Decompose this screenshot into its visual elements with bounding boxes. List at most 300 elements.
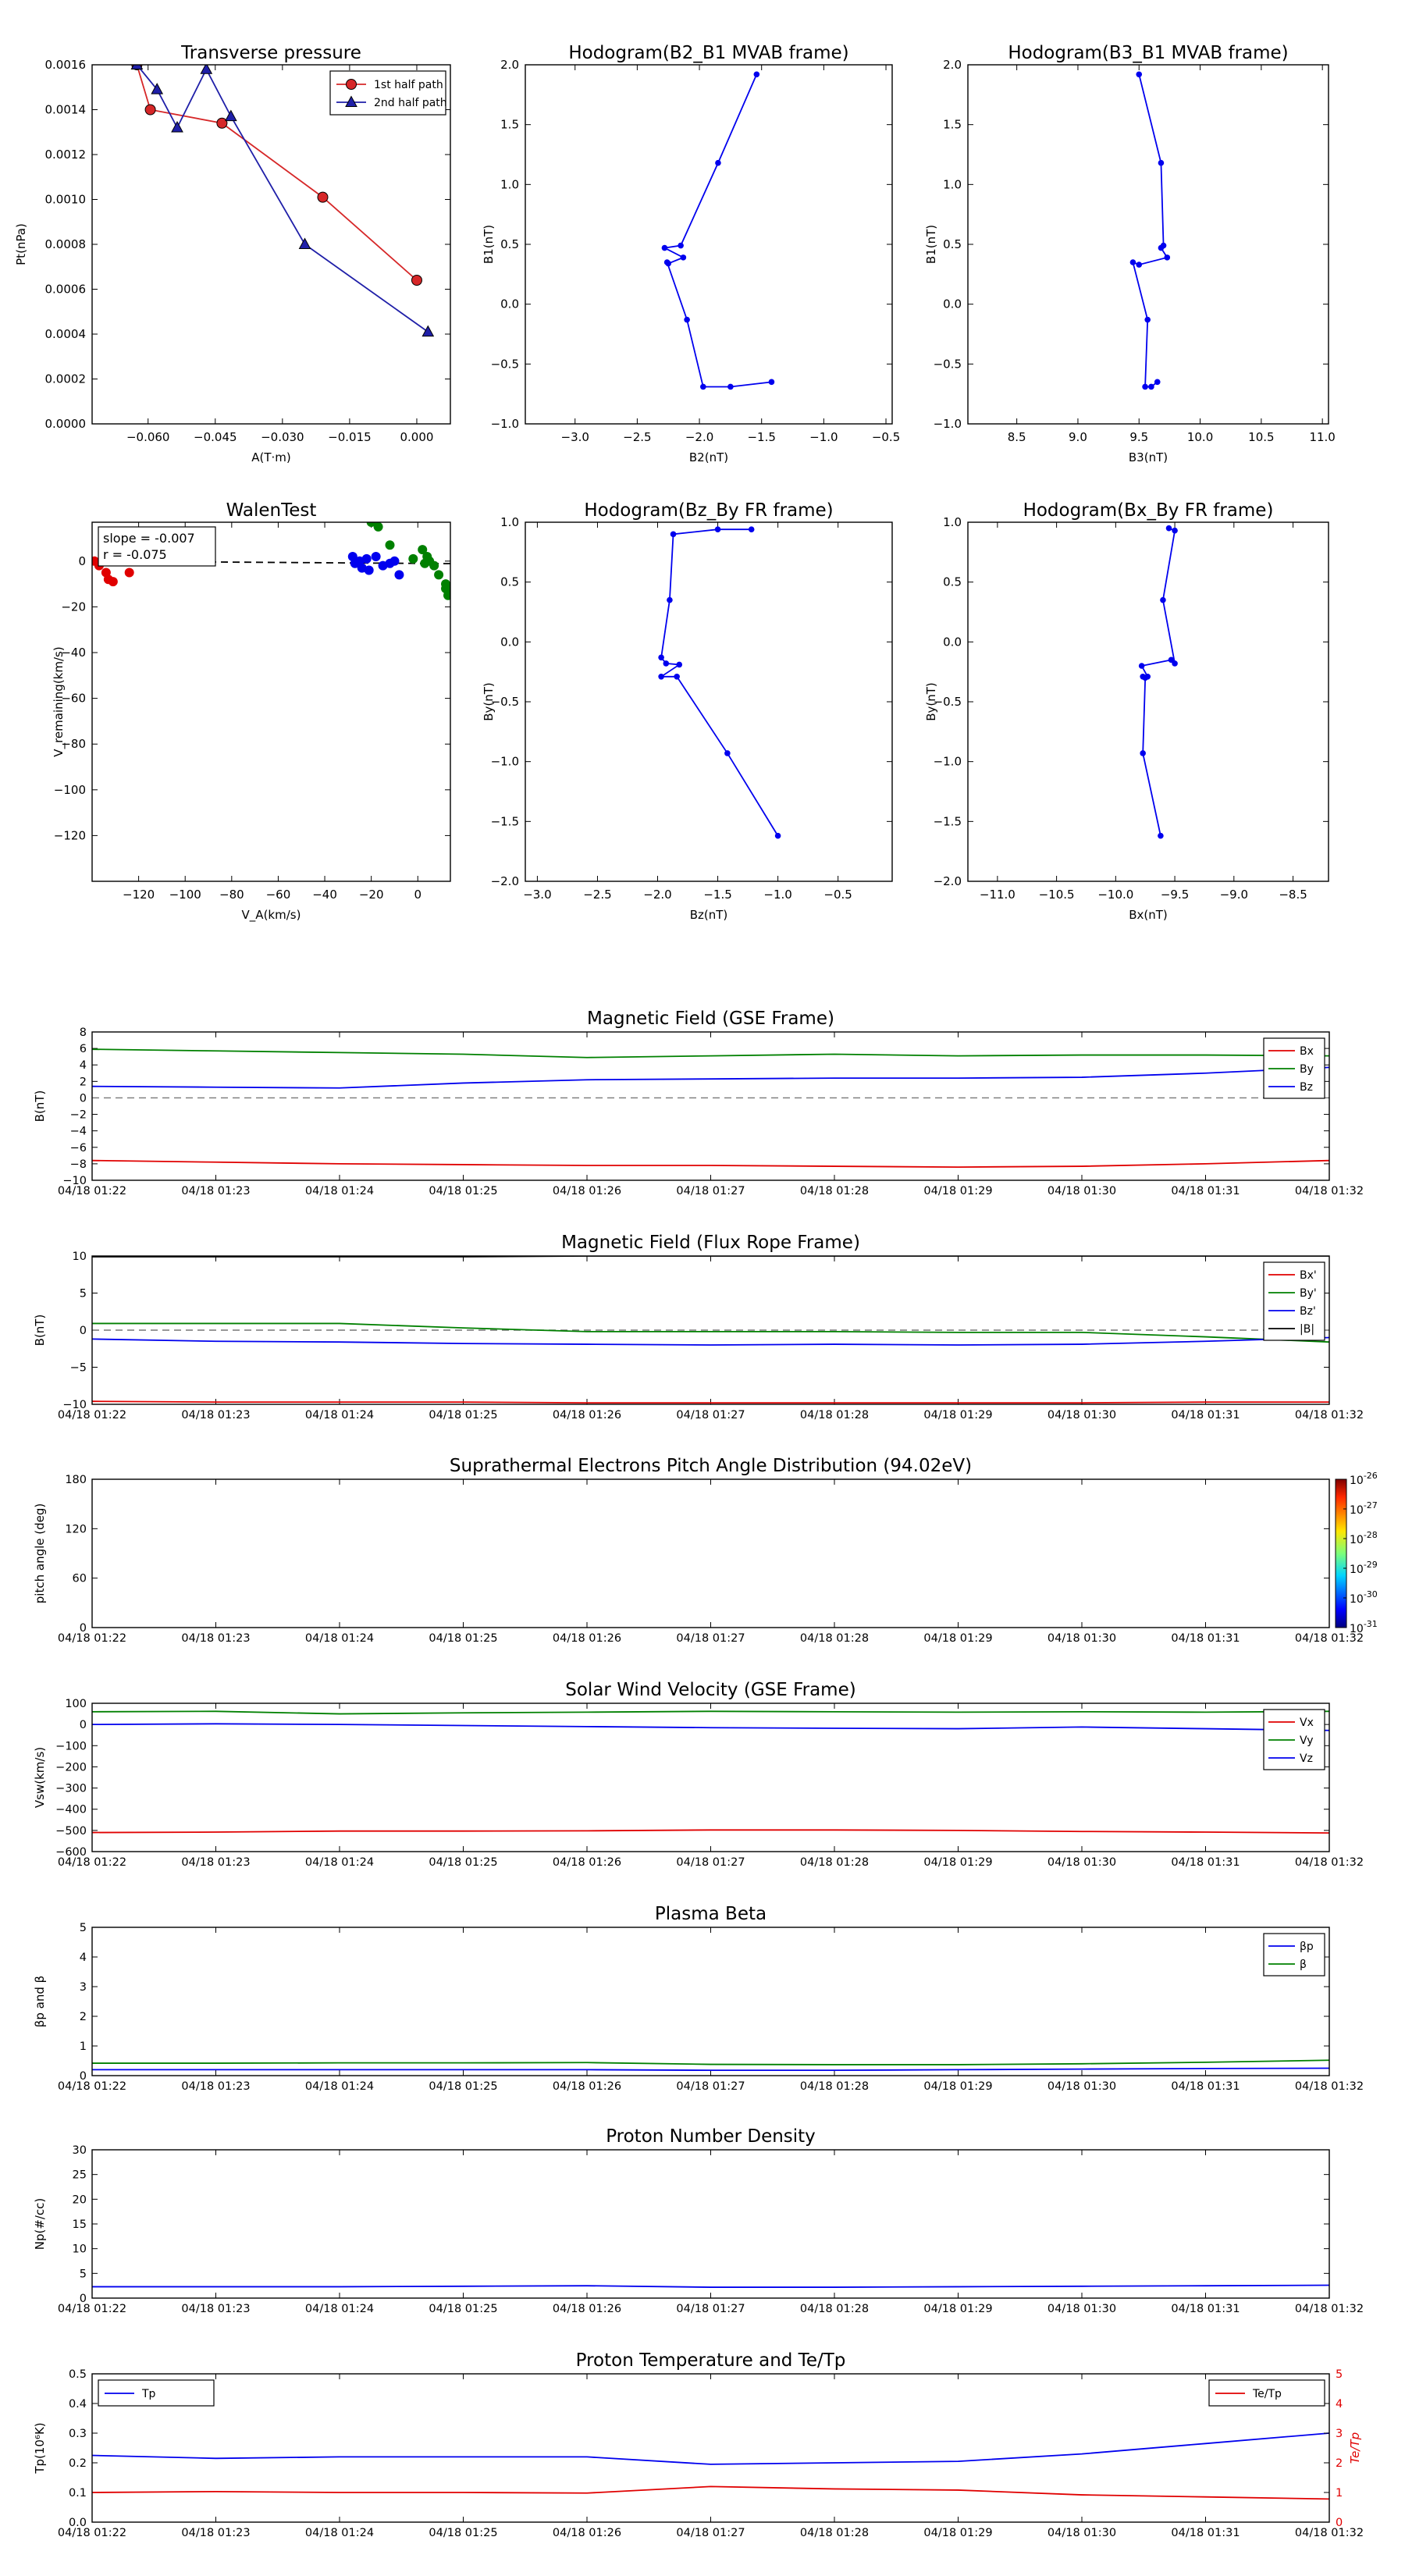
- plot-area: [92, 2433, 1329, 2499]
- chart-title: Hodogram(Bz_By FR frame): [584, 500, 834, 521]
- data-point: [226, 111, 237, 121]
- x-tick-label: 04/18 01:26: [552, 1409, 622, 1421]
- legend-label: Vx: [1300, 1717, 1314, 1729]
- plot-area: [92, 2286, 1329, 2288]
- legend-label: Tp: [142, 2388, 156, 2400]
- data-point: [422, 326, 433, 336]
- y-tick-label: −5: [69, 1361, 87, 1375]
- x-axis-label: V_A(km/s): [241, 908, 301, 922]
- y2-tick-label: 0: [1336, 2517, 1343, 2529]
- data-point: [394, 570, 404, 579]
- y-axis-label: By(nT): [924, 682, 938, 721]
- data-point: [676, 662, 682, 668]
- plot-area: [92, 1711, 1329, 1833]
- y-tick-label: −8: [69, 1158, 87, 1171]
- x-tick-label: 04/18 01:23: [181, 2303, 251, 2315]
- x-tick-label: −80: [219, 888, 244, 902]
- y-tick-label: −1.0: [933, 754, 962, 769]
- y-axis-label: B1(nT): [482, 224, 496, 265]
- chart-plasma-beta: [33, 1904, 1364, 2093]
- legend-label: Bz': [1300, 1305, 1316, 1318]
- x-tick-label: −2.0: [643, 888, 672, 902]
- data-point: [217, 118, 227, 128]
- x-tick-label: 04/18 01:30: [1047, 1185, 1117, 1197]
- data-point: [1140, 750, 1146, 756]
- legend-label: β: [1300, 1959, 1307, 1971]
- y-tick-label: 1.5: [943, 117, 962, 132]
- x-tick-label: −0.015: [328, 430, 372, 444]
- data-point: [658, 674, 664, 680]
- x-tick-label: −1.5: [747, 430, 776, 444]
- y-tick-label: −0.5: [933, 357, 962, 372]
- y-tick-label: 2.0: [500, 58, 519, 72]
- series-line: [92, 1161, 1329, 1167]
- y-tick-label: 25: [72, 2169, 87, 2182]
- x-tick-label: 04/18 01:22: [57, 1409, 127, 1421]
- plot-area: [92, 2060, 1329, 2070]
- data-point: [674, 674, 680, 680]
- y2-tick-label: 5: [1336, 2368, 1343, 2381]
- chart-title: Hodogram(Bx_By FR frame): [1023, 500, 1274, 521]
- series-line: [92, 1338, 1329, 1346]
- y-tick-label: −1.5: [490, 814, 519, 829]
- y-tick-label: 0: [79, 2293, 87, 2305]
- x-tick-label: 04/18 01:22: [57, 2303, 127, 2315]
- y-tick-label: 0: [79, 1092, 87, 1105]
- x-tick-label: 04/18 01:29: [923, 2527, 993, 2539]
- y-tick-label: −40: [61, 646, 86, 660]
- x-tick-label: 04/18 01:27: [676, 2080, 745, 2093]
- x-tick-label: 04/18 01:30: [1047, 2080, 1117, 2093]
- y-tick-label: −200: [55, 1761, 87, 1774]
- x-tick-label: 04/18 01:28: [799, 1409, 870, 1421]
- x-tick-label: 04/18 01:27: [676, 1856, 745, 1869]
- chart-solar-wind-velocity: [33, 1680, 1364, 1869]
- axes-frame: [525, 522, 892, 881]
- legend-label: |B|: [1300, 1323, 1315, 1336]
- y-tick-label: −100: [53, 782, 86, 797]
- y-tick-label: −1.0: [490, 417, 519, 431]
- x-tick-label: 04/18 01:29: [923, 2080, 993, 2093]
- chart-title: Hodogram(B3_B1 MVAB frame): [1008, 43, 1289, 63]
- series-line: [1142, 528, 1175, 836]
- x-tick-label: −10.5: [1038, 888, 1075, 902]
- data-point: [389, 557, 399, 566]
- y-tick-label: −120: [53, 828, 86, 843]
- x-tick-label: −1.5: [703, 888, 732, 902]
- x-tick-label: 04/18 01:26: [552, 2527, 622, 2539]
- x-tick-label: 04/18 01:26: [552, 1185, 622, 1197]
- y-tick-label: 0.5: [500, 237, 519, 251]
- x-tick-label: −60: [265, 888, 291, 902]
- data-point: [724, 750, 731, 756]
- y2-tick-label: 4: [1336, 2398, 1343, 2411]
- y-tick-label: 30: [72, 2144, 87, 2157]
- x-tick-label: −2.5: [583, 888, 612, 902]
- x-tick-label: 04/18 01:25: [429, 1185, 498, 1197]
- data-point: [443, 591, 453, 600]
- series-line: [664, 74, 771, 386]
- x-tick-label: −0.5: [871, 430, 901, 444]
- chart-proton-temperature: [33, 2350, 1364, 2539]
- y-tick-label: 0.0016: [44, 58, 86, 72]
- y-tick-label: 8: [79, 1026, 87, 1039]
- data-point: [754, 71, 760, 77]
- x-tick-label: 04/18 01:28: [799, 2527, 870, 2539]
- x-tick-label: 04/18 01:24: [304, 2303, 375, 2315]
- y-tick-label: 0: [79, 2070, 87, 2083]
- y2-tick-label: 2: [1336, 2457, 1343, 2470]
- y-tick-label: −2: [69, 1108, 87, 1122]
- data-point: [1158, 833, 1164, 839]
- y-axis-label: B(nT): [33, 1090, 47, 1123]
- legend-label: Bx': [1300, 1269, 1317, 1282]
- data-point: [108, 577, 118, 586]
- annotation-text: r = -0.075: [103, 547, 167, 562]
- x-tick-label: 04/18 01:23: [181, 1409, 251, 1421]
- y-tick-label: 0.0: [500, 635, 519, 649]
- y-tick-label: 180: [65, 1474, 87, 1486]
- colorbar-label: $10^{-27}$: [1350, 1500, 1378, 1517]
- axes-frame: [968, 522, 1329, 881]
- legend-label: Vy: [1300, 1735, 1314, 1747]
- y-tick-label: 0.0002: [44, 372, 86, 386]
- data-point: [318, 192, 328, 202]
- x-tick-label: −1.0: [809, 430, 838, 444]
- data-point: [1172, 528, 1178, 534]
- x-axis-label: B2(nT): [688, 450, 729, 464]
- y-tick-label: 1.0: [943, 515, 962, 529]
- x-tick-label: 04/18 01:32: [1294, 2303, 1364, 2315]
- data-point: [1139, 663, 1145, 669]
- y-tick-label: 0.5: [68, 2368, 87, 2381]
- x-tick-label: 04/18 01:29: [923, 1185, 993, 1197]
- x-tick-label: 04/18 01:24: [304, 1409, 375, 1421]
- x-tick-label: −120: [123, 888, 155, 902]
- x-tick-label: 04/18 01:24: [304, 1856, 375, 1869]
- data-point: [125, 568, 134, 577]
- x-tick-label: 04/18 01:25: [429, 1409, 498, 1421]
- y-tick-label: −6: [69, 1141, 87, 1155]
- y-tick-label: −100: [55, 1740, 87, 1753]
- data-point: [145, 105, 155, 115]
- axes-frame: [92, 65, 450, 424]
- data-point: [1158, 245, 1165, 251]
- chart-magnetic-field-fr: [33, 1233, 1364, 1421]
- legend-label: Vz: [1300, 1752, 1313, 1765]
- y-tick-label: 2: [79, 2011, 87, 2023]
- data-point: [681, 254, 687, 261]
- series-line: [92, 2286, 1329, 2288]
- x-tick-label: 04/18 01:29: [923, 1632, 993, 1645]
- x-axis-label: Bz(nT): [689, 908, 728, 922]
- legend-box: [1264, 1934, 1325, 1976]
- y-tick-label: 0.0008: [44, 237, 86, 251]
- y-tick-label: −300: [55, 1782, 87, 1795]
- y-tick-label: −60: [61, 691, 86, 706]
- y-tick-label: 0.0006: [44, 282, 86, 297]
- y-tick-label: 1.0: [500, 515, 519, 529]
- series-line: [92, 1049, 1329, 1058]
- x-tick-label: 04/18 01:31: [1171, 2527, 1240, 2539]
- x-tick-label: 0: [414, 888, 422, 902]
- y-tick-label: 10: [72, 2243, 87, 2256]
- data-point: [662, 245, 668, 251]
- x-tick-label: 9.0: [1069, 430, 1087, 444]
- data-point: [663, 660, 669, 667]
- y-axis-label: B(nT): [33, 1314, 47, 1347]
- data-point: [434, 570, 443, 579]
- x-tick-label: 04/18 01:22: [57, 2527, 127, 2539]
- x-tick-label: 04/18 01:30: [1047, 2303, 1117, 2315]
- x-tick-label: 8.5: [1007, 430, 1026, 444]
- y-tick-label: −500: [55, 1824, 87, 1838]
- y-tick-label: 0.4: [68, 2398, 87, 2411]
- x-tick-label: 04/18 01:32: [1294, 1185, 1364, 1197]
- y-tick-label: 2: [79, 1076, 87, 1089]
- y-tick-label: 5: [79, 1922, 87, 1934]
- x-tick-label: 04/18 01:22: [57, 1632, 127, 1645]
- y-tick-label: 0: [78, 553, 86, 568]
- data-point: [1148, 384, 1154, 390]
- chart-title: WalenTest: [226, 500, 317, 521]
- x-axis-label: Bx(nT): [1129, 908, 1168, 922]
- x-tick-label: −9.0: [1219, 888, 1249, 902]
- data-point: [1168, 657, 1175, 664]
- x-tick-label: 04/18 01:24: [304, 1632, 375, 1645]
- legend-label: By: [1300, 1063, 1314, 1076]
- y-tick-label: 20: [72, 2194, 87, 2207]
- y-tick-label: 0: [79, 1325, 87, 1337]
- x-tick-label: −9.5: [1160, 888, 1190, 902]
- data-point: [749, 526, 755, 532]
- x-tick-label: −3.0: [560, 430, 589, 444]
- y-axis-label: V_remaining(km/s): [52, 646, 66, 757]
- y-axis-label: pitch angle (deg): [33, 1503, 47, 1604]
- y-tick-label: 0.0014: [44, 102, 86, 117]
- data-point: [1158, 160, 1165, 166]
- data-point: [300, 239, 311, 249]
- y-tick-label: −1.0: [490, 754, 519, 769]
- x-tick-label: 04/18 01:30: [1047, 1409, 1117, 1421]
- x-tick-label: 04/18 01:28: [799, 1632, 870, 1645]
- series-line: [92, 1067, 1329, 1087]
- data-point: [769, 379, 775, 386]
- x-tick-label: −11.0: [979, 888, 1016, 902]
- x-tick-label: −2.5: [623, 430, 652, 444]
- x-tick-label: 04/18 01:32: [1294, 2080, 1364, 2093]
- chart-transverse-pressure: [14, 43, 450, 464]
- annotation-text: slope = -0.007: [103, 531, 195, 546]
- data-point: [1160, 597, 1166, 603]
- y-tick-label: 3: [79, 1981, 87, 1994]
- x-tick-label: 11.0: [1309, 430, 1336, 444]
- data-point: [372, 552, 381, 561]
- data-point: [365, 566, 374, 575]
- legend-label: βp: [1300, 1941, 1314, 1953]
- data-point: [715, 160, 721, 166]
- y-tick-label: 0.0012: [44, 148, 86, 162]
- data-point: [667, 597, 673, 603]
- chart-title: Transverse pressure: [181, 43, 361, 63]
- y-tick-label: 4: [79, 1059, 87, 1073]
- x-tick-label: 0.000: [400, 430, 434, 444]
- data-point: [715, 526, 721, 532]
- x-tick-label: −100: [169, 888, 201, 902]
- y-tick-label: 10: [72, 1251, 87, 1263]
- x-tick-label: 04/18 01:25: [429, 2080, 498, 2093]
- y-tick-label: 0.5: [943, 575, 962, 589]
- x-tick-label: 04/18 01:29: [923, 1409, 993, 1421]
- data-point: [658, 654, 664, 660]
- plot-area: [662, 71, 775, 390]
- chart-title: Plasma Beta: [654, 1904, 767, 1924]
- y-tick-label: −2.0: [933, 874, 962, 888]
- x-tick-label: −3.0: [523, 888, 552, 902]
- data-point: [1142, 384, 1148, 390]
- data-point: [362, 554, 372, 564]
- data-point: [374, 522, 383, 532]
- data-point: [670, 532, 677, 538]
- x-tick-label: 04/18 01:30: [1047, 1632, 1117, 1645]
- y-tick-label: 0.0: [500, 297, 519, 311]
- y-tick-label: −0.5: [933, 695, 962, 709]
- data-point: [1154, 379, 1161, 386]
- y-tick-label: 0.0: [68, 2517, 87, 2529]
- y-tick-label: 120: [65, 1523, 87, 1536]
- y-tick-label: 60: [72, 1572, 87, 1585]
- series-line: [92, 1830, 1329, 1833]
- x-tick-label: −8.5: [1279, 888, 1307, 902]
- x-tick-label: 04/18 01:25: [429, 1632, 498, 1645]
- x-tick-label: −0.045: [194, 430, 237, 444]
- y-axis-label: Vsw(km/s): [33, 1746, 47, 1809]
- legend-label: 2nd half path: [374, 97, 447, 109]
- data-point: [386, 540, 395, 550]
- y-tick-label: 1.0: [500, 177, 519, 192]
- y-tick-label: 100: [65, 1698, 87, 1710]
- series-line: [92, 1724, 1329, 1730]
- data-point: [1136, 71, 1142, 77]
- data-point: [420, 559, 429, 568]
- y-tick-label: −20: [61, 600, 86, 614]
- y-axis-label: Np(#/cc): [33, 2197, 47, 2250]
- legend-label: 1st half path: [374, 79, 443, 91]
- y2-tick-label: 1: [1336, 2487, 1343, 2500]
- y-tick-label: −10: [62, 1175, 87, 1187]
- chart-title: Suprathermal Electrons Pitch Angle Distribution (94.02eV): [449, 1456, 973, 1476]
- legend-label: Bx: [1300, 1045, 1314, 1058]
- x-tick-label: 04/18 01:23: [181, 1856, 251, 1869]
- data-point: [727, 384, 734, 390]
- chart-magnetic-field-gse: [33, 1009, 1364, 1197]
- x-tick-label: 04/18 01:25: [429, 1856, 498, 1869]
- y-tick-label: −4: [69, 1125, 87, 1138]
- series-line: [1133, 74, 1167, 386]
- x-tick-label: 04/18 01:30: [1047, 1856, 1117, 1869]
- data-point: [1164, 254, 1170, 261]
- x-tick-label: 04/18 01:31: [1171, 1409, 1240, 1421]
- data-point: [411, 276, 422, 286]
- y-tick-label: 0.1: [68, 2487, 87, 2500]
- axes-frame: [968, 65, 1329, 424]
- x-tick-label: −1.0: [763, 888, 792, 902]
- data-point: [429, 561, 439, 571]
- x-tick-label: 04/18 01:27: [676, 2527, 745, 2539]
- y-tick-label: 1.5: [500, 117, 519, 132]
- legend-marker: [347, 80, 357, 90]
- x-tick-label: 04/18 01:24: [304, 1185, 375, 1197]
- chart-suprathermal-electrons: [33, 1456, 1378, 1645]
- data-point: [1166, 525, 1172, 532]
- x-tick-label: −2.0: [685, 430, 714, 444]
- y-axis-label: Pt(nPa): [14, 223, 28, 265]
- chart-title: Magnetic Field (Flux Rope Frame): [561, 1233, 860, 1253]
- data-point: [1142, 675, 1148, 681]
- chart-hodogram-bz-by: [482, 500, 892, 922]
- data-point: [1130, 259, 1136, 265]
- x-tick-label: 04/18 01:23: [181, 2527, 251, 2539]
- y-tick-label: 0.5: [943, 237, 962, 251]
- x-axis-label: B3(nT): [1128, 450, 1168, 464]
- data-point: [1136, 262, 1142, 268]
- series-line: [92, 2069, 1329, 2071]
- x-tick-label: −0.060: [126, 430, 170, 444]
- series-line: [92, 1711, 1329, 1713]
- plot-area: [658, 526, 781, 838]
- data-point: [131, 59, 142, 69]
- y-tick-label: −80: [61, 737, 86, 752]
- x-tick-label: 04/18 01:24: [304, 2080, 375, 2093]
- x-tick-label: 04/18 01:26: [552, 2080, 622, 2093]
- x-tick-label: 04/18 01:26: [552, 1856, 622, 1869]
- y2-axis-label: Te/Tp: [1348, 2432, 1362, 2464]
- x-tick-label: −40: [312, 888, 337, 902]
- plot-area: [92, 1049, 1329, 1167]
- y-tick-label: −1.5: [933, 814, 962, 829]
- y-tick-label: −2.0: [490, 874, 519, 888]
- x-tick-label: −20: [358, 888, 384, 902]
- x-tick-label: 04/18 01:28: [799, 2080, 870, 2093]
- y-tick-label: 4: [79, 1952, 87, 1964]
- x-tick-label: 04/18 01:25: [429, 2303, 498, 2315]
- y-tick-label: −10: [62, 1399, 87, 1411]
- data-point: [172, 122, 183, 132]
- y-tick-label: 0.2: [68, 2457, 87, 2470]
- chart-walen-test: [52, 500, 453, 923]
- x-tick-label: −0.5: [823, 888, 852, 902]
- chart-proton-number-density: [33, 2126, 1364, 2315]
- data-point: [684, 317, 690, 323]
- plot-area: [92, 1256, 1329, 1403]
- x-tick-label: 04/18 01:31: [1171, 1185, 1240, 1197]
- chart-title: Solar Wind Velocity (GSE Frame): [565, 1680, 856, 1700]
- x-tick-label: −0.030: [261, 430, 304, 444]
- y2-tick-label: 3: [1336, 2428, 1343, 2440]
- x-tick-label: 04/18 01:29: [923, 2303, 993, 2315]
- chart-hodogram-b3-b1: [924, 43, 1336, 464]
- x-tick-label: 04/18 01:25: [429, 2527, 498, 2539]
- chart-hodogram-bx-by: [924, 500, 1329, 922]
- y-tick-label: −0.5: [490, 357, 519, 372]
- y-tick-label: 0.0: [943, 635, 962, 649]
- x-tick-label: 10.5: [1248, 430, 1275, 444]
- chart-title: Hodogram(B2_B1 MVAB frame): [568, 43, 849, 63]
- data-point: [678, 243, 684, 249]
- y-tick-label: −1.0: [933, 417, 962, 431]
- x-tick-label: 04/18 01:24: [304, 2527, 375, 2539]
- axes-frame: [92, 2150, 1329, 2298]
